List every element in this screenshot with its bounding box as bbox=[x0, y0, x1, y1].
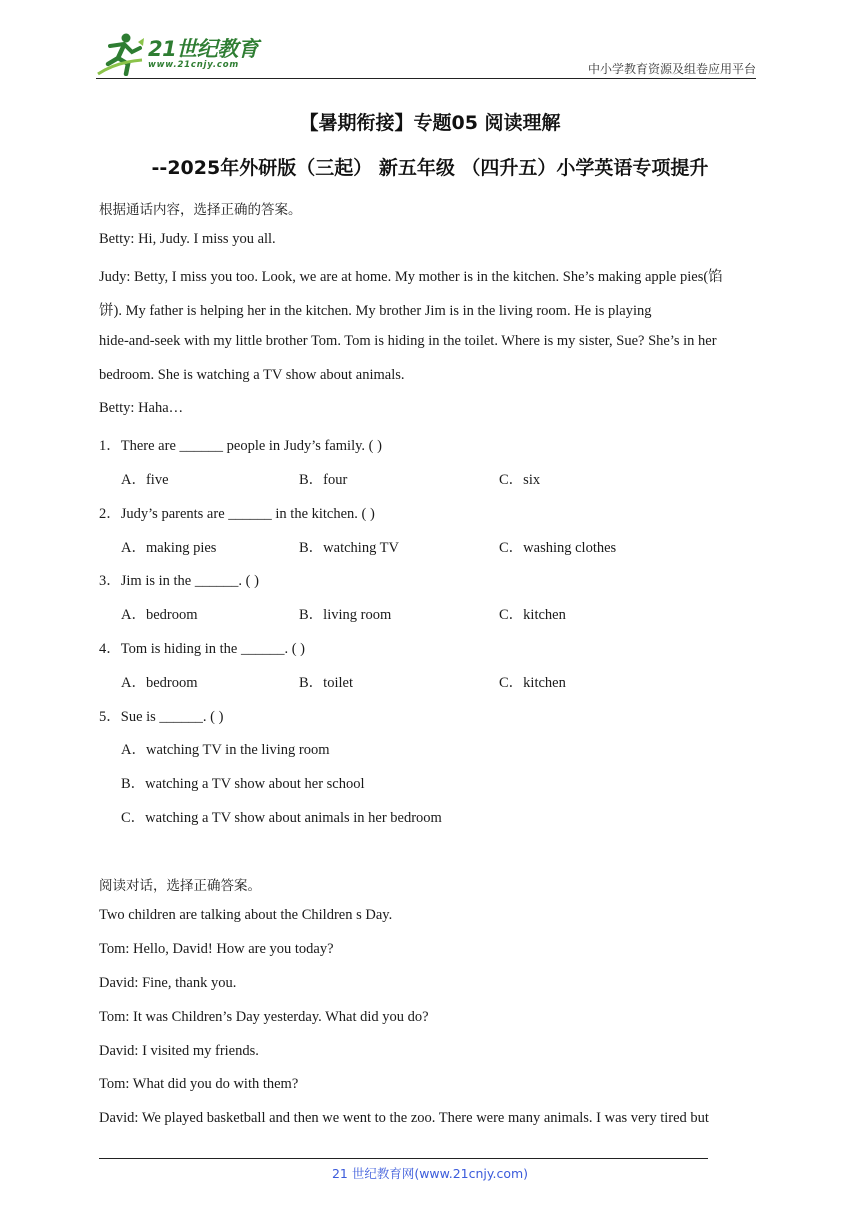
question-4-stem: 4．Tom is hiding in the ______. ( ) bbox=[99, 641, 306, 657]
dialogue-line: Tom: It was Children’s Day yesterday. What did you do? bbox=[99, 1009, 429, 1025]
logo-url-text: www.21cnjy.com bbox=[148, 60, 239, 70]
dialogue-line: David: We played basketball and then we went to the zoo. There were many animals. I was very tired but bbox=[99, 1110, 709, 1126]
question-5-option-c: C．watching a TV show about animals in her bedroom bbox=[121, 810, 442, 826]
dialogue-line: Betty: Hi, Judy. I miss you all. bbox=[99, 231, 276, 247]
question-1-stem: 1．There are ______ people in Judy’s family. ( ) bbox=[99, 438, 382, 454]
question-2-option-c: C．washing clothes bbox=[499, 540, 617, 556]
dialogue-line: Betty: Haha… bbox=[99, 400, 184, 416]
question-3-stem: 3．Jim is in the ______. ( ) bbox=[99, 573, 259, 589]
question-5-option-a: A．watching TV in the living room bbox=[121, 742, 330, 758]
dialogue-line: bedroom. She is watching a TV show about animals. bbox=[99, 367, 405, 383]
dialogue-line: Judy: Betty, I miss you too. Look, we are at home. My mother is in the kitchen. She’s making apple pies(馅 bbox=[99, 269, 723, 285]
question-2-stem: 2．Judy’s parents are ______ in the kitchen. ( ) bbox=[99, 506, 375, 522]
dialogue-line: hide-and-seek with my little brother Tom. Tom is hiding in the toilet. Where is my sister, Sue? She’s in her bbox=[99, 333, 717, 349]
question-1-option-a: A．five bbox=[121, 472, 169, 488]
section2-instruction: 阅读对话，选择正确答案。 bbox=[99, 878, 261, 894]
question-3-option-a: A．bedroom bbox=[121, 607, 198, 623]
question-5-option-b: B．watching a TV show about her school bbox=[121, 776, 365, 792]
dialogue-line: 饼). My father is helping her in the kitchen. My brother Jim is in the living room. He is playing bbox=[99, 303, 652, 319]
section1-instruction: 根据通话内容，选择正确的答案。 bbox=[99, 202, 302, 218]
logo-brand-text: 21世纪教育 bbox=[148, 37, 259, 61]
question-4-option-a: A．bedroom bbox=[121, 675, 198, 691]
page-subtitle: --2025年外研版（三起） 新五年级 （四升五）小学英语专项提升 bbox=[151, 157, 709, 179]
question-3-option-c: C．kitchen bbox=[499, 607, 566, 623]
question-1-option-c: C．six bbox=[499, 472, 541, 488]
runner-logo-icon bbox=[96, 32, 146, 76]
site-tagline: 中小学教育资源及组卷应用平台 bbox=[587, 62, 756, 76]
dialogue-line: David: Fine, thank you. bbox=[99, 975, 237, 991]
header-divider bbox=[96, 78, 756, 79]
page-title: 【暑期衔接】专题05 阅读理解 bbox=[299, 112, 561, 134]
footer-divider bbox=[99, 1158, 708, 1159]
dialogue-line: Tom: Hello, David! How are you today? bbox=[99, 941, 334, 957]
dialogue-line: Two children are talking about the Children s Day. bbox=[99, 907, 393, 923]
footer-link[interactable]: 21 世纪教育网(www.21cnjy.com) bbox=[331, 1166, 529, 1181]
question-1-option-b: B．four bbox=[299, 472, 348, 488]
question-2-option-b: B．watching TV bbox=[299, 540, 400, 556]
question-4-option-b: B．toilet bbox=[299, 675, 353, 691]
question-2-option-a: A．making pies bbox=[121, 540, 217, 556]
site-logo bbox=[96, 32, 258, 76]
question-4-option-c: C．kitchen bbox=[499, 675, 566, 691]
question-3-option-b: B．living room bbox=[299, 607, 392, 623]
dialogue-line: Tom: What did you do with them? bbox=[99, 1076, 299, 1092]
dialogue-line: David: I visited my friends. bbox=[99, 1043, 259, 1059]
question-5-stem: 5．Sue is ______. ( ) bbox=[99, 709, 224, 725]
page-header bbox=[96, 30, 756, 78]
